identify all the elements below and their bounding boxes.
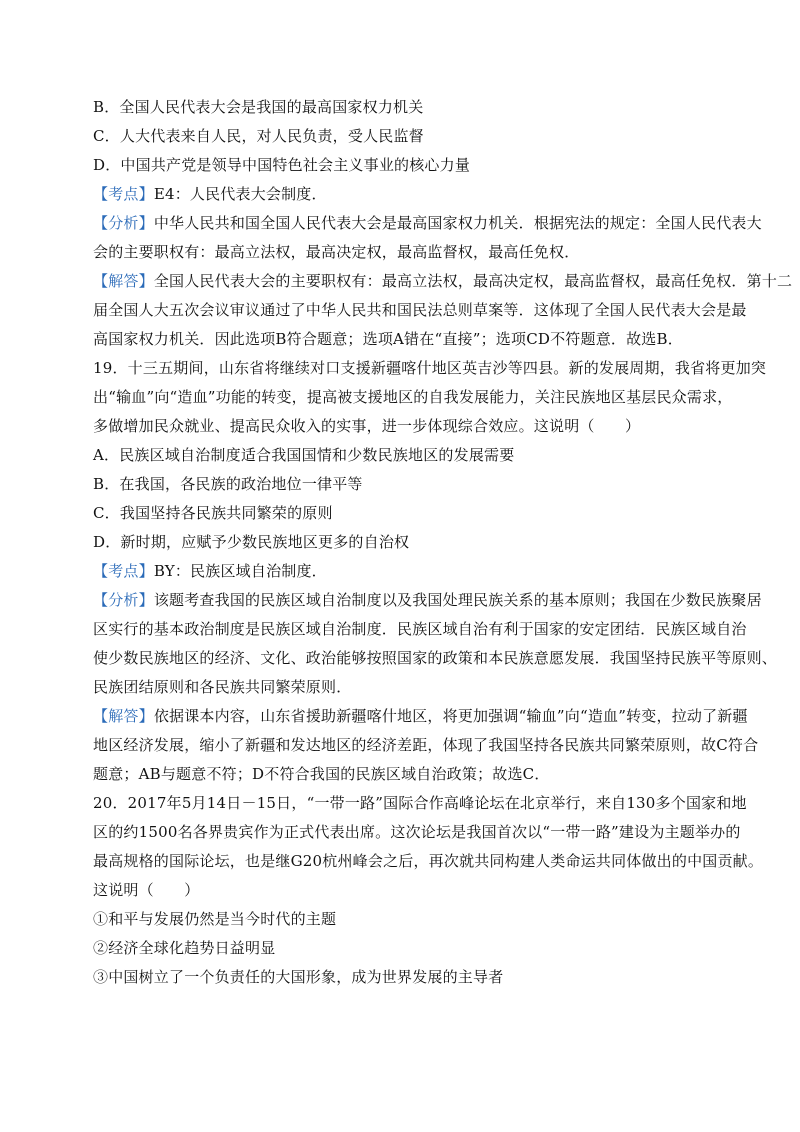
q18-kaodian — [93, 180, 713, 209]
q19-option-a: A．民族区域自治制度适合我国国情和少数民族地区的发展需要 — [93, 446, 515, 464]
kaodian-tag: 【考点】 — [93, 562, 154, 580]
q19-jieda-line-3: 题意；AB与题意不符；D不符合我国的民族区域自治政策；故选C． — [93, 765, 550, 783]
q18-option-d: D．中国共产党是领导中国特色社会主义事业的核心力量 — [93, 156, 471, 174]
q18-fenxi-line-1 — [93, 209, 762, 238]
q19-kaodian — [93, 557, 713, 586]
q20-stem-line-2: 区的约1500名各界贵宾作为正式代表出席。这次论坛是我国首次以“一带一路”建设为主题举办的 — [93, 823, 741, 841]
kaodian-text: BY：民族区域自治制度． — [153, 562, 327, 580]
jieda-tag: 【解答】 — [93, 272, 154, 290]
jieda-text: 全国人民代表大会的主要职权有：最高立法权，最高决定权，最高监督权，最高任免权．第十二 — [153, 272, 793, 290]
q19-jieda-line-2: 地区经济发展，缩小了新疆和发达地区的经济差距，体现了我国坚持各民族共同繁荣原则，故C符合 — [93, 736, 759, 754]
fenxi-tag: 【分析】 — [93, 591, 154, 609]
q20-stem-line-4: 这说明（ ） — [93, 881, 200, 899]
jieda-tag: 【解答】 — [93, 707, 154, 725]
jieda-text: 依据课本内容，山东省援助新疆喀什地区，将更加强调“输血”向“造血”转变，拉动了新疆 — [153, 707, 748, 725]
q19-fenxi-line-3: 使少数民族地区的经济、文化、政治能够按照国家的政策和本民族意愿发展．我国坚持民族平等原则、 — [93, 649, 778, 667]
fenxi-text: 中华人民共和国全国人民代表大会是最高国家权力机关．根据宪法的规定：全国人民代表大 — [153, 214, 762, 232]
q18-jieda-line-2: 届全国人大五次会议审议通过了中华人民共和国民法总则草案等．这体现了全国人民代表大会是最 — [93, 301, 747, 319]
q20-stem-line-1: 20．2017年5月14日－15日，“一带一路”国际合作高峰论坛在北京举行，来自130多个国家和地 — [93, 794, 747, 812]
q20-stem-line-3: 最高规格的国际论坛，也是继G20杭州峰会之后，再次就共同构建人类命运共同体做出的中国贡献。 — [93, 852, 764, 870]
q20-item-3: ③中国树立了一个负责任的大国形象，成为世界发展的主导者 — [93, 968, 504, 986]
q18-jieda-line-1 — [93, 267, 793, 296]
kaodian-text: E4：人民代表大会制度． — [153, 185, 327, 203]
fenxi-tag: 【分析】 — [93, 214, 154, 232]
q18-jieda-line-3: 高国家权力机关．因此选项B符合题意；选项A错在“直接”；选项CD不符题意．故选B． — [93, 330, 683, 348]
q18-option-b: B．全国人民代表大会是我国的最高国家权力机关 — [93, 98, 424, 116]
q19-jieda-line-1 — [93, 702, 748, 731]
q19-option-b: B．在我国，各民族的政治地位一律平等 — [93, 475, 363, 493]
q19-fenxi-line-2: 区实行的基本政治制度是民族区域自治制度．民族区域自治有利于国家的安定团结．民族区域自治 — [93, 620, 747, 638]
q18-fenxi-line-2: 会的主要职权有：最高立法权，最高决定权，最高监督权，最高任免权． — [93, 243, 580, 261]
q20-item-1: ①和平与发展仍然是当今时代的主题 — [93, 910, 337, 928]
q19-stem-line-1: 19．十三五期间，山东省将继续对口支援新疆喀什地区英吉沙等四县。新的发展周期，我省将更加突 — [93, 359, 767, 377]
q19-stem-line-2: 出“输血”向“造血”功能的转变，提高被支援地区的自我发展能力，关注民族地区基层民众需求， — [93, 388, 733, 406]
q19-option-d: D．新时期，应赋予少数民族地区更多的自治权 — [93, 533, 410, 551]
fenxi-text: 该题考查我国的民族区域自治制度以及我国处理民族关系的基本原则；我国在少数民族聚居 — [153, 591, 762, 609]
q20-item-2: ②经济全球化趋势日益明显 — [93, 939, 276, 957]
q19-option-c: C．我国坚持各民族共同繁荣的原则 — [93, 504, 333, 522]
kaodian-tag: 【考点】 — [93, 185, 154, 203]
q19-stem-line-3: 多做增加民众就业、提高民众收入的实事，进一步体现综合效应。这说明（ ） — [93, 417, 641, 435]
q19-fenxi-line-4: 民族团结原则和各民族共同繁荣原则． — [93, 678, 352, 696]
q19-fenxi-line-1 — [93, 586, 762, 615]
document-content — [93, 93, 793, 992]
q18-option-c: C．人大代表来自人民，对人民负责，受人民监督 — [93, 127, 424, 145]
